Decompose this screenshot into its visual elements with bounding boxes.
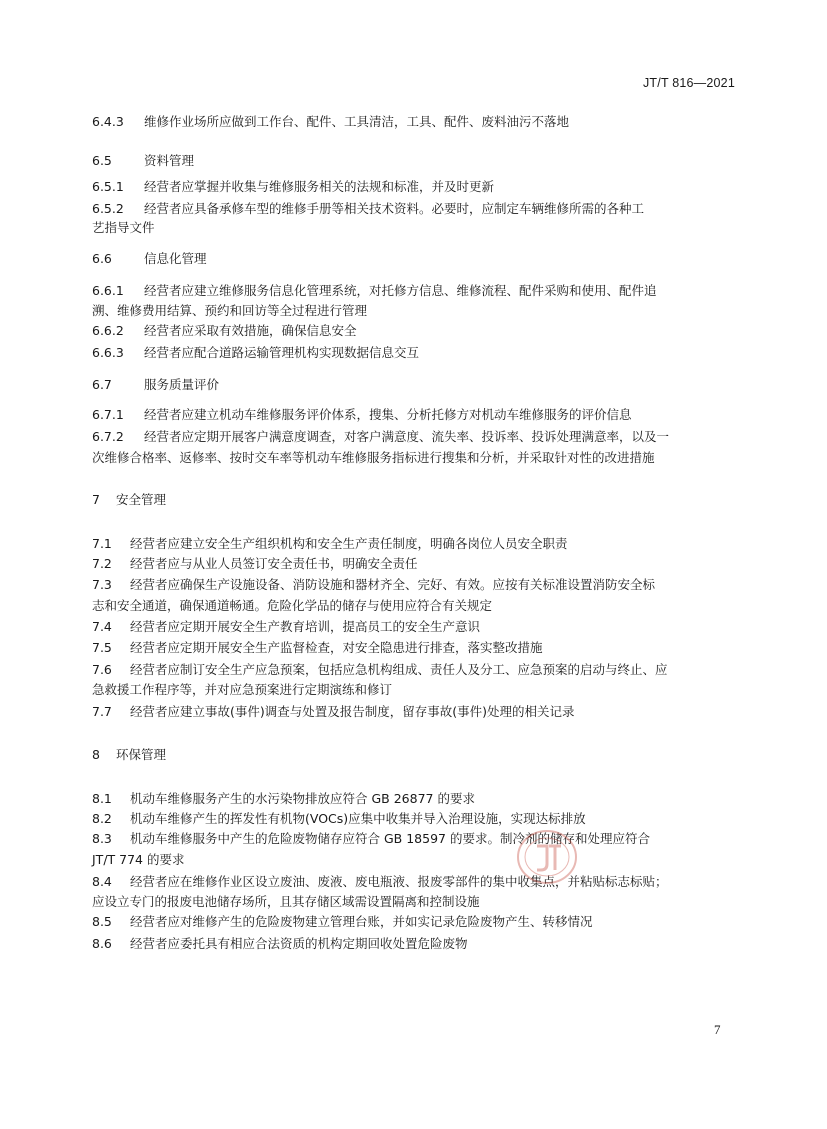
clause-line: 6.5.2 经营者应具备承修车型的维修手册等相关技术资料。必要时，应制定车辆维修所需的各种工: [92, 201, 645, 216]
clause-line: 7.7 经营者应建立事故(事件)调查与处置及报告制度，留存事故(事件)处理的相关记录: [92, 704, 575, 719]
clause-line: 7.6 经营者应制订安全生产应急预案，包括应急机构组成、责任人及分工、应急预案的启动与终止、应: [92, 662, 668, 677]
clause-continuation: 艺指导文件: [92, 220, 155, 235]
clause-line: 6.6.1 经营者应建立维修服务信息化管理系统，对托修方信息、维修流程、配件采购和使用、配件追: [92, 283, 657, 298]
section-heading: 6.6 信息化管理: [92, 251, 207, 266]
section-heading: 6.5 资料管理: [92, 153, 195, 168]
page-number: 7: [714, 1022, 721, 1037]
clause-line: 8.3 机动车维修服务中产生的危险废物储存应符合 GB 18597 的要求。制冷剂的储存和处理应符合: [92, 831, 650, 846]
jt-watermark-icon: [515, 828, 579, 886]
clause-line: 8.5 经营者应对维修产生的危险废物建立管理台账，并如实记录危险废物产生、转移情况: [92, 914, 593, 929]
clause-continuation: 溯、维修费用结算、预约和回访等全过程进行管理: [92, 303, 368, 318]
clause-line: 8.4 经营者应在维修作业区设立废油、废液、废电瓶液、报废零部件的集中收集点，并粘贴标志标贴；: [92, 874, 668, 889]
clause-line: 6.5.1 经营者应掌握并收集与维修服务相关的法规和标准，并及时更新: [92, 179, 495, 194]
clause-line: 7.4 经营者应定期开展安全生产教育培训，提高员工的安全生产意识: [92, 619, 481, 634]
clause-continuation: JT/T 774 的要求: [92, 852, 185, 867]
chapter-heading: 7 安全管理: [92, 492, 167, 507]
clause-line: 7.2 经营者应与从业人员签订安全责任书，明确安全责任: [92, 556, 418, 571]
clause-continuation: 次维修合格率、返修率、按时交车率等机动车维修服务指标进行搜集和分析，并采取针对性的改进措施: [92, 450, 655, 465]
standard-code: JT/T 816—2021: [642, 76, 735, 90]
clause-continuation: 急救援工作程序等，并对应急预案进行定期演练和修订: [92, 682, 393, 697]
clause-line: 6.6.2 经营者应采取有效措施，确保信息安全: [92, 323, 357, 338]
clause-line: 6.7.1 经营者应建立机动车维修服务评价体系，搜集、分析托修方对机动车维修服务的评价信息: [92, 407, 632, 422]
clause-line: 7.5 经营者应定期开展安全生产监督检查，对安全隐患进行排查，落实整改措施: [92, 640, 543, 655]
clause-line: 6.4.3 维修作业场所应做到工作台、配件、工具清洁，工具、配件、废料油污不落地: [92, 114, 570, 129]
section-heading: 6.7 服务质量评价: [92, 377, 220, 392]
clause-line: 6.7.2 经营者应定期开展客户满意度调查，对客户满意度、流失率、投诉率、投诉处理满意率，以及一: [92, 429, 670, 444]
clause-line: 7.1 经营者应建立安全生产组织机构和安全生产责任制度，明确各岗位人员安全职责: [92, 536, 568, 551]
clause-continuation: 应设立专门的报废电池储存场所，且其存储区域需设置隔离和控制设施: [92, 894, 480, 909]
chapter-heading: 8 环保管理: [92, 747, 167, 762]
clause-line: 8.2 机动车维修产生的挥发性有机物(VOCs)应集中收集并导入治理设施，实现达标排放: [92, 811, 586, 826]
clause-line: 8.6 经营者应委托具有相应合法资质的机构定期回收处置危险废物: [92, 936, 468, 951]
clause-line: 8.1 机动车维修服务产生的水污染物排放应符合 GB 26877 的要求: [92, 791, 475, 806]
clause-line: 7.3 经营者应确保生产设施设备、消防设施和器材齐全、完好、有效。应按有关标准设置消防安全标: [92, 577, 656, 592]
clause-continuation: 志和安全通道，确保通道畅通。危险化学品的储存与使用应符合有关规定: [92, 598, 493, 613]
clause-line: 6.6.3 经营者应配合道路运输管理机构实现数据信息交互: [92, 345, 420, 360]
